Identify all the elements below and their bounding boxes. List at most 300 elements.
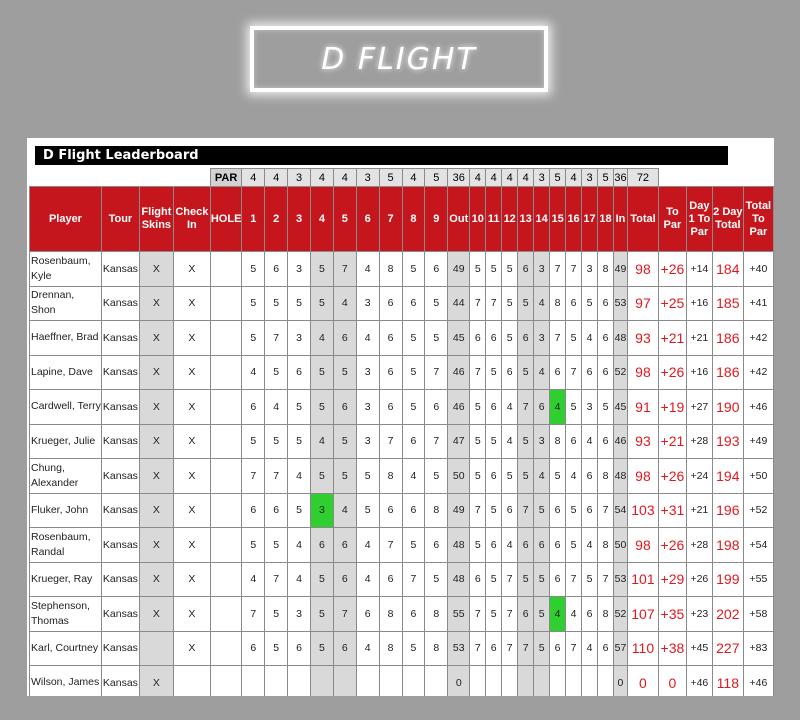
hole-score: 4 bbox=[311, 424, 334, 459]
hole-score: 5 bbox=[566, 528, 582, 563]
player-name: Krueger, Julie bbox=[30, 424, 102, 459]
out-score: 46 bbox=[448, 390, 470, 425]
hole-score: 6 bbox=[502, 493, 518, 528]
hole-score: 6 bbox=[486, 390, 502, 425]
hole-score: 4 bbox=[566, 459, 582, 494]
hole-score bbox=[502, 666, 518, 697]
hole-score: 7 bbox=[470, 355, 486, 390]
hole-score bbox=[486, 666, 502, 697]
in-score: 45 bbox=[613, 390, 627, 425]
hole-score: 5 bbox=[242, 286, 265, 321]
hole-score: 4 bbox=[333, 286, 356, 321]
day1-to-par: +14 bbox=[686, 252, 712, 287]
table-row[interactable] bbox=[30, 666, 774, 697]
total-score: 110 bbox=[627, 631, 658, 666]
hole-score: 7 bbox=[470, 631, 486, 666]
two-day-total: 227 bbox=[712, 631, 743, 666]
hole-score: 7 bbox=[502, 562, 518, 597]
hole-score: 4 bbox=[356, 631, 379, 666]
hole-score: 5 bbox=[311, 459, 334, 494]
column-header: In bbox=[613, 187, 627, 252]
table-row[interactable] bbox=[30, 631, 774, 666]
par-spacer bbox=[658, 169, 686, 187]
hole-score: 6 bbox=[598, 321, 614, 356]
hole-score: 8 bbox=[550, 286, 566, 321]
hole-score: 5 bbox=[486, 355, 502, 390]
hole-score: 5 bbox=[566, 493, 582, 528]
flight-skins-cell: X bbox=[139, 666, 173, 697]
table-row[interactable] bbox=[30, 597, 774, 632]
total-score: 93 bbox=[627, 321, 658, 356]
hole-score: 5 bbox=[311, 631, 334, 666]
hole-score: 5 bbox=[402, 321, 425, 356]
to-par: +26 bbox=[658, 459, 686, 494]
tour-cell: Kansas bbox=[101, 321, 139, 356]
total-score: 101 bbox=[627, 562, 658, 597]
day1-to-par: +45 bbox=[686, 631, 712, 666]
hole-score: 5 bbox=[288, 390, 311, 425]
in-score: 49 bbox=[613, 252, 627, 287]
hole-score: 6 bbox=[265, 493, 288, 528]
hole-score: 5 bbox=[486, 252, 502, 287]
hole-score: 5 bbox=[402, 355, 425, 390]
day1-to-par: +26 bbox=[686, 562, 712, 597]
hole-score: 7 bbox=[502, 631, 518, 666]
hole-score: 6 bbox=[582, 459, 598, 494]
two-day-total: 194 bbox=[712, 459, 743, 494]
page-title: D FLIGHT bbox=[321, 41, 477, 77]
tour-cell: Kansas bbox=[101, 528, 139, 563]
hole-score: 6 bbox=[288, 355, 311, 390]
hole-cell bbox=[210, 390, 242, 425]
par-row bbox=[30, 169, 774, 187]
day1-to-par: +23 bbox=[686, 597, 712, 632]
hole-score: 7 bbox=[425, 355, 448, 390]
hole-score bbox=[288, 666, 311, 697]
hole-score: 5 bbox=[265, 355, 288, 390]
table-row[interactable] bbox=[30, 286, 774, 321]
player-name: Karl, Courtney bbox=[30, 631, 102, 666]
hole-cell bbox=[210, 631, 242, 666]
day1-to-par: +28 bbox=[686, 424, 712, 459]
two-day-total: 196 bbox=[712, 493, 743, 528]
par-value: 4 bbox=[502, 169, 518, 187]
day1-to-par: +24 bbox=[686, 459, 712, 494]
hole-score: 6 bbox=[550, 493, 566, 528]
hole-score: 4 bbox=[534, 355, 550, 390]
hole-score bbox=[550, 666, 566, 697]
hole-score: 6 bbox=[379, 286, 402, 321]
out-score: 55 bbox=[448, 597, 470, 632]
hole-score: 5 bbox=[486, 597, 502, 632]
total-score: 91 bbox=[627, 390, 658, 425]
total-to-par: +40 bbox=[743, 252, 773, 287]
column-header: Flight Skins bbox=[139, 187, 173, 252]
hole-score: 4 bbox=[402, 459, 425, 494]
hole-score: 5 bbox=[486, 424, 502, 459]
hole-cell bbox=[210, 493, 242, 528]
two-day-total: 186 bbox=[712, 355, 743, 390]
par-spacer bbox=[712, 169, 743, 187]
total-score: 107 bbox=[627, 597, 658, 632]
hole-score: 5 bbox=[502, 252, 518, 287]
hole-score: 4 bbox=[502, 424, 518, 459]
hole-score: 3 bbox=[356, 286, 379, 321]
hole-cell bbox=[210, 459, 242, 494]
table-row[interactable] bbox=[30, 493, 774, 528]
hole-score: 5 bbox=[402, 631, 425, 666]
hole-score: 3 bbox=[534, 424, 550, 459]
hole-score: 8 bbox=[379, 597, 402, 632]
out-score: 0 bbox=[448, 666, 470, 697]
par-spacer bbox=[101, 169, 139, 187]
hole-score: 5 bbox=[425, 286, 448, 321]
player-name: Rosenbaum, Randal bbox=[30, 528, 102, 563]
hole-score: 6 bbox=[486, 321, 502, 356]
hole-score: 6 bbox=[486, 459, 502, 494]
hole-score: 5 bbox=[502, 286, 518, 321]
player-name: Chung, Alexander bbox=[30, 459, 102, 494]
hole-score: 4 bbox=[534, 459, 550, 494]
hole-score: 5 bbox=[242, 424, 265, 459]
par-value: 3 bbox=[582, 169, 598, 187]
table-row[interactable] bbox=[30, 321, 774, 356]
hole-score: 3 bbox=[356, 355, 379, 390]
hole-score: 6 bbox=[598, 286, 614, 321]
tour-cell: Kansas bbox=[101, 286, 139, 321]
par-value: 3 bbox=[534, 169, 550, 187]
player-name: Cardwell, Terry bbox=[30, 390, 102, 425]
table-row[interactable] bbox=[30, 252, 774, 287]
column-header: Out bbox=[448, 187, 470, 252]
hole-score: 6 bbox=[598, 424, 614, 459]
leaderboard-panel bbox=[27, 138, 774, 696]
two-day-total: 198 bbox=[712, 528, 743, 563]
hole-score: 5 bbox=[356, 493, 379, 528]
hole-score: 6 bbox=[518, 597, 534, 632]
column-header: 18 bbox=[598, 187, 614, 252]
hole-score: 5 bbox=[566, 321, 582, 356]
hole-score: 6 bbox=[379, 321, 402, 356]
tour-cell: Kansas bbox=[101, 355, 139, 390]
in-score: 57 bbox=[613, 631, 627, 666]
hole-score: 5 bbox=[470, 528, 486, 563]
par-value: 4 bbox=[470, 169, 486, 187]
hole-score: 3 bbox=[288, 321, 311, 356]
hole-score: 8 bbox=[425, 597, 448, 632]
hole-score: 5 bbox=[402, 252, 425, 287]
check-in-cell: X bbox=[173, 562, 210, 597]
tour-cell: Kansas bbox=[101, 562, 139, 597]
hole-score: 4 bbox=[356, 528, 379, 563]
hole-score: 8 bbox=[598, 459, 614, 494]
hole-score: 5 bbox=[518, 459, 534, 494]
hole-score: 7 bbox=[379, 528, 402, 563]
header-row bbox=[30, 187, 774, 252]
hole-score: 6 bbox=[486, 631, 502, 666]
column-header: 2 bbox=[265, 187, 288, 252]
day1-to-par: +27 bbox=[686, 390, 712, 425]
hole-score: 5 bbox=[265, 424, 288, 459]
tour-cell: Kansas bbox=[101, 493, 139, 528]
table-row[interactable] bbox=[30, 528, 774, 563]
hole-score: 6 bbox=[402, 597, 425, 632]
hole-score: 6 bbox=[402, 286, 425, 321]
par-spacer bbox=[139, 169, 173, 187]
check-in-cell: X bbox=[173, 252, 210, 287]
hole-score bbox=[518, 666, 534, 697]
hole-score: 4 bbox=[534, 286, 550, 321]
table-row[interactable] bbox=[30, 562, 774, 597]
hole-score: 6 bbox=[333, 631, 356, 666]
par-value: 4 bbox=[566, 169, 582, 187]
hole-score bbox=[402, 666, 425, 697]
out-score: 44 bbox=[448, 286, 470, 321]
total-score: 98 bbox=[627, 528, 658, 563]
total-score: 98 bbox=[627, 355, 658, 390]
hole-score: 6 bbox=[598, 631, 614, 666]
hole-score: 6 bbox=[534, 390, 550, 425]
hole-score: 7 bbox=[486, 286, 502, 321]
par-value: 5 bbox=[598, 169, 614, 187]
hole-score: 5 bbox=[534, 493, 550, 528]
check-in-cell: X bbox=[173, 493, 210, 528]
total-score: 0 bbox=[627, 666, 658, 697]
to-par: +21 bbox=[658, 321, 686, 356]
hole-score: 3 bbox=[311, 493, 334, 528]
hole-score: 7 bbox=[502, 597, 518, 632]
player-name: Wilson, James bbox=[30, 666, 102, 697]
out-score: 47 bbox=[448, 424, 470, 459]
hole-score: 7 bbox=[265, 321, 288, 356]
hole-cell bbox=[210, 252, 242, 287]
column-header: 12 bbox=[502, 187, 518, 252]
two-day-total: 186 bbox=[712, 321, 743, 356]
to-par: 0 bbox=[658, 666, 686, 697]
hole-score: 6 bbox=[402, 493, 425, 528]
total-to-par: +41 bbox=[743, 286, 773, 321]
hole-score: 5 bbox=[582, 286, 598, 321]
hole-cell bbox=[210, 321, 242, 356]
in-score: 50 bbox=[613, 528, 627, 563]
to-par: +31 bbox=[658, 493, 686, 528]
tour-cell: Kansas bbox=[101, 597, 139, 632]
tour-cell: Kansas bbox=[101, 390, 139, 425]
hole-score: 5 bbox=[534, 597, 550, 632]
par-value: 4 bbox=[265, 169, 288, 187]
hole-score: 7 bbox=[518, 390, 534, 425]
hole-score: 5 bbox=[470, 252, 486, 287]
two-day-total: 199 bbox=[712, 562, 743, 597]
day1-to-par: +28 bbox=[686, 528, 712, 563]
hole-score: 4 bbox=[242, 355, 265, 390]
hole-score: 4 bbox=[311, 321, 334, 356]
hole-score: 7 bbox=[518, 493, 534, 528]
in-score: 53 bbox=[613, 286, 627, 321]
column-header: 17 bbox=[582, 187, 598, 252]
hole-score bbox=[265, 666, 288, 697]
par-value: 4 bbox=[242, 169, 265, 187]
hole-score: 7 bbox=[425, 424, 448, 459]
hole-score: 4 bbox=[242, 562, 265, 597]
hole-cell bbox=[210, 597, 242, 632]
column-header: 6 bbox=[356, 187, 379, 252]
column-header: 10 bbox=[470, 187, 486, 252]
check-in-cell: X bbox=[173, 631, 210, 666]
hole-score: 7 bbox=[242, 597, 265, 632]
hole-score: 5 bbox=[333, 459, 356, 494]
hole-score: 6 bbox=[566, 286, 582, 321]
table-row[interactable] bbox=[30, 424, 774, 459]
in-score: 0 bbox=[613, 666, 627, 697]
hole-score: 3 bbox=[288, 597, 311, 632]
par-spacer bbox=[30, 169, 102, 187]
to-par: +21 bbox=[658, 424, 686, 459]
hole-score: 6 bbox=[333, 528, 356, 563]
hole-score: 8 bbox=[425, 493, 448, 528]
tour-cell: Kansas bbox=[101, 424, 139, 459]
in-score: 54 bbox=[613, 493, 627, 528]
table-row[interactable] bbox=[30, 390, 774, 425]
hole-score: 6 bbox=[242, 631, 265, 666]
column-header: 13 bbox=[518, 187, 534, 252]
hole-score: 5 bbox=[582, 562, 598, 597]
column-header: HOLE bbox=[210, 187, 242, 252]
hole-score: 3 bbox=[288, 252, 311, 287]
hole-score: 5 bbox=[470, 424, 486, 459]
leaderboard-table bbox=[29, 168, 774, 696]
hole-score bbox=[242, 666, 265, 697]
hole-score: 5 bbox=[242, 528, 265, 563]
check-in-cell: X bbox=[173, 321, 210, 356]
hole-score: 5 bbox=[402, 528, 425, 563]
hole-score: 3 bbox=[356, 424, 379, 459]
hole-score: 4 bbox=[502, 390, 518, 425]
total-to-par: +46 bbox=[743, 666, 773, 697]
par-label: PAR bbox=[210, 169, 242, 187]
hole-score: 6 bbox=[425, 252, 448, 287]
hole-score: 3 bbox=[582, 390, 598, 425]
hole-score: 7 bbox=[598, 562, 614, 597]
hole-score: 4 bbox=[502, 528, 518, 563]
to-par: +26 bbox=[658, 528, 686, 563]
in-score: 48 bbox=[613, 459, 627, 494]
hole-score: 6 bbox=[333, 562, 356, 597]
check-in-cell: X bbox=[173, 528, 210, 563]
flight-skins-cell: X bbox=[139, 252, 173, 287]
hole-score: 6 bbox=[550, 355, 566, 390]
two-day-total: 185 bbox=[712, 286, 743, 321]
hole-score: 5 bbox=[470, 459, 486, 494]
table-row[interactable] bbox=[30, 459, 774, 494]
hole-score: 5 bbox=[288, 424, 311, 459]
player-name: Stephenson, Thomas bbox=[30, 597, 102, 632]
par-value: 4 bbox=[486, 169, 502, 187]
hole-cell bbox=[210, 355, 242, 390]
hole-score: 6 bbox=[518, 252, 534, 287]
hole-score: 4 bbox=[288, 562, 311, 597]
flight-skins-cell bbox=[139, 631, 173, 666]
hole-score: 5 bbox=[534, 631, 550, 666]
hole-score: 3 bbox=[356, 390, 379, 425]
hole-score: 5 bbox=[566, 390, 582, 425]
to-par: +38 bbox=[658, 631, 686, 666]
hole-score: 8 bbox=[598, 597, 614, 632]
player-name: Fluker, John bbox=[30, 493, 102, 528]
column-header: 14 bbox=[534, 187, 550, 252]
hole-score: 6 bbox=[582, 355, 598, 390]
hole-cell bbox=[210, 286, 242, 321]
hole-score: 7 bbox=[470, 597, 486, 632]
hole-score: 5 bbox=[333, 355, 356, 390]
hole-score: 7 bbox=[265, 459, 288, 494]
hole-score: 5 bbox=[265, 631, 288, 666]
column-header: 8 bbox=[402, 187, 425, 252]
hole-score: 7 bbox=[470, 286, 486, 321]
hole-score: 5 bbox=[311, 562, 334, 597]
par-value: 5 bbox=[425, 169, 448, 187]
column-header: 4 bbox=[311, 187, 334, 252]
hole-score: 5 bbox=[486, 493, 502, 528]
flight-skins-cell: X bbox=[139, 493, 173, 528]
two-day-total: 193 bbox=[712, 424, 743, 459]
hole-score bbox=[333, 666, 356, 697]
par-value: 5 bbox=[379, 169, 402, 187]
total-to-par: +58 bbox=[743, 597, 773, 632]
par-spacer bbox=[686, 169, 712, 187]
column-header: 7 bbox=[379, 187, 402, 252]
hole-score: 5 bbox=[333, 424, 356, 459]
hole-score: 6 bbox=[534, 528, 550, 563]
day1-to-par: +16 bbox=[686, 355, 712, 390]
hole-score: 6 bbox=[311, 528, 334, 563]
to-par: +26 bbox=[658, 355, 686, 390]
hole-cell bbox=[210, 666, 242, 697]
total-to-par: +42 bbox=[743, 355, 773, 390]
flight-skins-cell: X bbox=[139, 459, 173, 494]
hole-score bbox=[534, 666, 550, 697]
par-value: 4 bbox=[402, 169, 425, 187]
total-to-par: +49 bbox=[743, 424, 773, 459]
hole-score: 4 bbox=[356, 562, 379, 597]
hole-score: 5 bbox=[288, 493, 311, 528]
column-header: 3 bbox=[288, 187, 311, 252]
in-score: 52 bbox=[613, 597, 627, 632]
hole-score: 6 bbox=[518, 321, 534, 356]
day1-to-par: +21 bbox=[686, 493, 712, 528]
hole-score bbox=[379, 666, 402, 697]
hole-score: 5 bbox=[242, 252, 265, 287]
two-day-total: 118 bbox=[712, 666, 743, 697]
par-value: 36 bbox=[448, 169, 470, 187]
in-score: 52 bbox=[613, 355, 627, 390]
hole-score: 3 bbox=[534, 252, 550, 287]
hole-score: 7 bbox=[242, 459, 265, 494]
hole-score: 7 bbox=[470, 493, 486, 528]
player-name: Krueger, Ray bbox=[30, 562, 102, 597]
hole-score: 4 bbox=[333, 493, 356, 528]
to-par: +25 bbox=[658, 286, 686, 321]
hole-score: 6 bbox=[379, 355, 402, 390]
two-day-total: 184 bbox=[712, 252, 743, 287]
table-row[interactable] bbox=[30, 355, 774, 390]
hole-score: 4 bbox=[550, 597, 566, 632]
hole-score: 5 bbox=[402, 390, 425, 425]
tour-cell: Kansas bbox=[101, 631, 139, 666]
flight-skins-cell: X bbox=[139, 528, 173, 563]
out-score: 50 bbox=[448, 459, 470, 494]
hole-score: 3 bbox=[582, 252, 598, 287]
